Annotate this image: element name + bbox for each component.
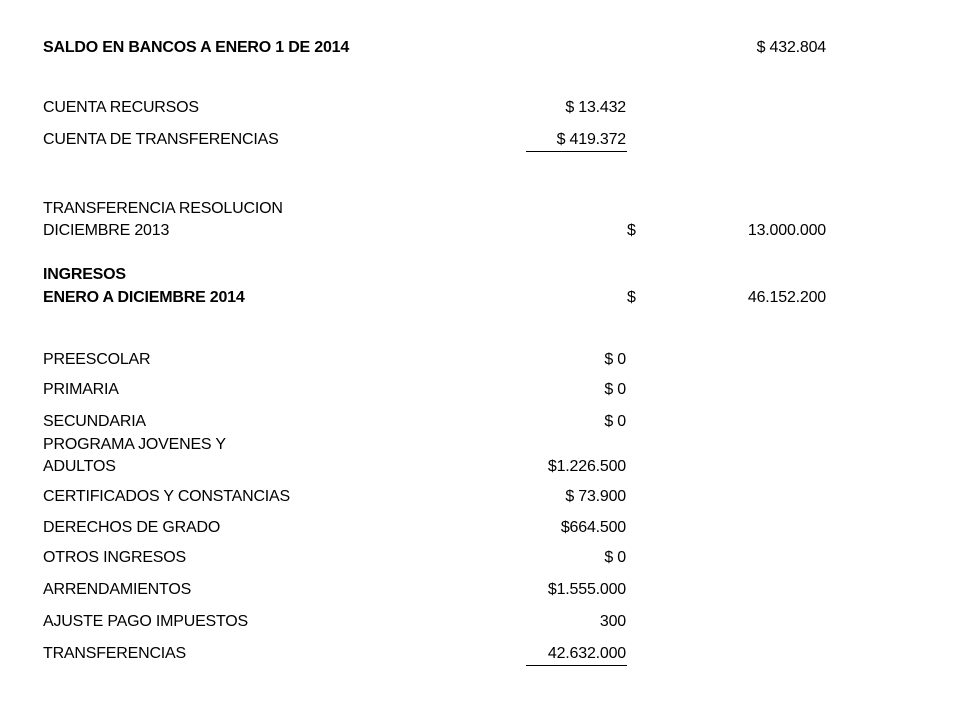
transferencia-value: 13.000.000 (747, 222, 826, 239)
detalle-derechos-value: $664.500 (560, 519, 626, 536)
detalle-jovenes-value: $1.226.500 (547, 458, 626, 475)
ingresos-label-line2: ENERO A DICIEMBRE 2014 (43, 289, 245, 306)
detalle-primaria-value: $ 0 (604, 381, 626, 398)
detalle-primaria-label: PRIMARIA (43, 381, 119, 398)
transferencia-label-line1: TRANSFERENCIA RESOLUCION (43, 200, 283, 217)
detalle-otros-value: $ 0 (604, 549, 626, 566)
detalle-preescolar-label: PREESCOLAR (43, 351, 151, 368)
detalle-secundaria-value: $ 0 (604, 413, 626, 430)
subtotal-rule-cuentas (526, 151, 627, 152)
detalle-preescolar-value: $ 0 (604, 351, 626, 368)
detalle-arrendamientos-value: $1.555.000 (547, 581, 626, 598)
detalle-arrendamientos-label: ARRENDAMIENTOS (43, 581, 192, 598)
detalle-jovenes-label-line2: ADULTOS (43, 458, 116, 475)
cuenta-recursos-value: $ 13.432 (565, 99, 626, 116)
transferencia-label-line2: DICIEMBRE 2013 (43, 222, 170, 239)
saldo-value: $ 432.804 (756, 39, 826, 56)
detalle-ajuste-label: AJUSTE PAGO IMPUESTOS (43, 613, 249, 630)
detalle-derechos-label: DERECHOS DE GRADO (43, 519, 221, 536)
cuenta-transferencias-label: CUENTA DE TRANSFERENCIAS (43, 131, 279, 148)
detalle-ajuste-value: 300 (599, 613, 626, 630)
ingresos-value: 46.152.200 (747, 289, 826, 306)
transferencia-currency: $ (627, 222, 636, 239)
detalle-otros-label: OTROS INGRESOS (43, 549, 186, 566)
ingresos-label-line1: INGRESOS (43, 266, 126, 283)
saldo-label: SALDO EN BANCOS A ENERO 1 DE 2014 (43, 39, 350, 56)
detalle-jovenes-label-line1: PROGRAMA JOVENES Y (43, 436, 226, 453)
detalle-certificados-label: CERTIFICADOS Y CONSTANCIAS (43, 488, 290, 505)
ingresos-currency: $ (627, 289, 636, 306)
cuenta-recursos-label: CUENTA RECURSOS (43, 99, 199, 116)
subtotal-rule-ingresos (526, 665, 627, 666)
detalle-transferencias-label: TRANSFERENCIAS (43, 645, 186, 662)
detalle-transferencias-value: 42.632.000 (547, 645, 626, 662)
cuenta-transferencias-value: $ 419.372 (556, 131, 626, 148)
detalle-secundaria-label: SECUNDARIA (43, 413, 146, 430)
detalle-certificados-value: $ 73.900 (565, 488, 626, 505)
